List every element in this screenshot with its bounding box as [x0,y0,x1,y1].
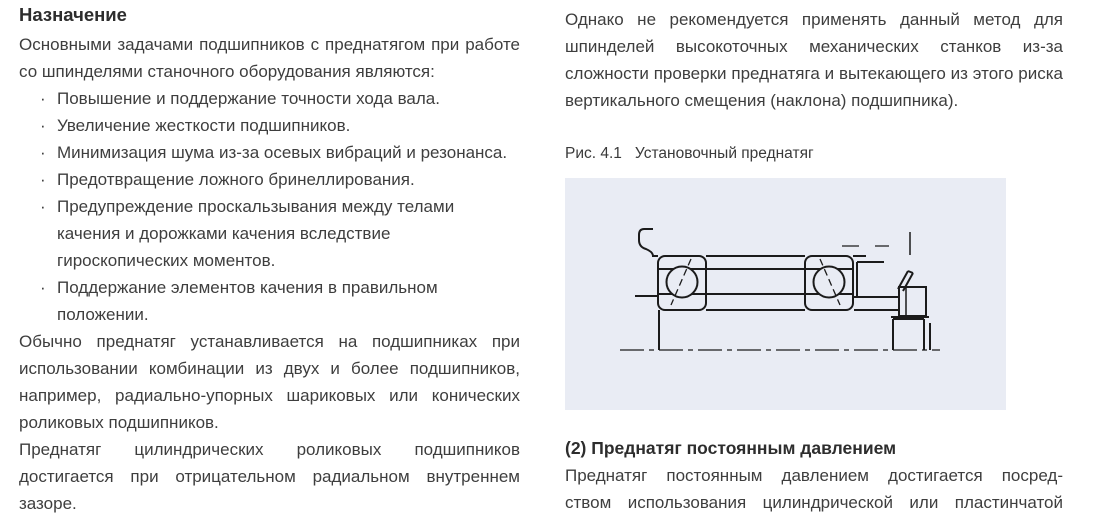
left-ball [667,267,698,298]
intro-paragraph: Основными задачами подшипников с преднатягом при работе со шпинделями станочного оборудования являются: [19,35,520,81]
list-item [19,166,520,193]
bearing-cross-section-drawing [565,178,1006,410]
body-paragraph: Однако не рекомендуется применять данный метод для шпинделей высокоточных механических станков из-за сложности проверки преднатяга и вытекающего из этого риска вертикального смещения (наклона) подшипника). [565,10,1063,110]
list-item-text: Поддержание элементов качения в правильном положении. [57,278,438,324]
list-item [19,193,520,274]
list-item-text: Повышение и поддержание точности хода вала. [57,89,440,108]
section-heading: Назначение [19,4,127,25]
left-bearing [658,256,706,310]
left-column [19,2,520,517]
figure-caption-text: Установочный преднатяг [634,145,814,162]
figure-caption [565,144,1063,164]
bullet-marker: · [40,116,46,135]
bullet-marker: · [40,143,46,162]
bullet-marker: · [40,197,46,216]
list-item [19,274,520,328]
subsection-heading: (2) Преднатяг постоянным давлением [565,438,897,458]
figure-panel [565,178,1006,410]
right-ball [814,267,845,298]
list-item-text: Увеличение жесткости подшипников. [57,116,351,135]
list-item-text: Минимизация шума из-за осевых вибраций и резонанса. [57,143,508,162]
spacer-sleeve-lines [706,256,805,310]
bullet-marker: · [40,170,46,189]
list-item-text: Предотвращение ложного бринеллирования. [57,170,415,189]
list-item-text: Предупреждение проскальзывания между телами качения и дорожками качения вследствие гироскопических моментов. [57,197,455,270]
bullet-marker: · [40,89,46,108]
bullet-marker: · [40,278,46,297]
retainer-hook [639,229,658,256]
body-paragraph: Обычно преднатяг устанавливается на подшипниках при использовании комбинации из двух и более подшипников, например, радиально-упорных шариковых или конических роликовых подшипников. [19,332,520,432]
list-item [19,139,520,166]
bullet-list [19,85,520,328]
right-column [565,6,1063,516]
body-paragraph: Преднатяг цилиндрических роликовых подшипников достигается при отрицательном радиальном внутреннем зазоре. [19,440,520,513]
right-housing-lines [853,256,899,310]
body-paragraph-line: ством использования цилиндрической или пластинчатой [565,493,1063,512]
body-paragraph-line: Преднатяг постоянным давлением достигается посред- [565,466,1063,485]
right-bearing [805,256,853,310]
figure-caption-label: Рис. 4.1 [565,145,622,162]
left-housing-lines [635,296,659,350]
list-item [19,112,520,139]
list-item [19,85,520,112]
